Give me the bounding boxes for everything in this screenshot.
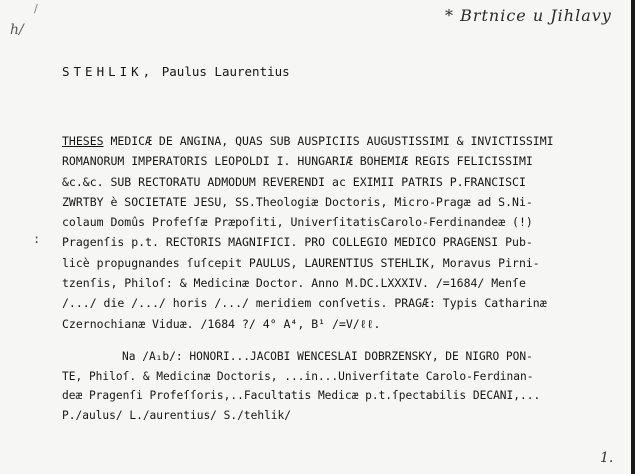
- description-line: tzenſis, Philoſ: & Medicinæ Doctor. Anno M.DC.LXXXIV. /=1684/ Menſe: [62, 276, 526, 291]
- author-given-names: Paulus Laurentius: [161, 64, 290, 79]
- note-line: Na /A₁b/: HONORI...JACOBI WENCESLAI DOBRZENSKY, DE NIGRO PON-: [122, 350, 533, 363]
- dedication-note: [62, 347, 632, 425]
- note-line: TE, Philoſ. & Medicinæ Doctoris, ...in...Univerſitate Carolo-Ferdinan-: [62, 369, 534, 383]
- note-line: deæ Pragenſi Profeſſoris,..Facultatis Medicæ p.t.ſpectabilis DECANI,...: [62, 389, 541, 402]
- handwritten-location-note: * Brtnice u Jihlavy: [445, 6, 612, 25]
- description-line-text: MEDICÆ DE ANGINA, QUAS SUB AUSPICIIS AUGUSTISSIMI & INVICTISSIMI: [103, 134, 554, 148]
- corner-handwritten-mark: h/: [10, 22, 24, 38]
- description-line: colaum Domûs Profeſſæ Præpoſiti, UniverſitatisCarolo-Ferdinandeæ (!): [62, 215, 533, 230]
- description-line: ZWRTBY è SOCIETATE JESU, SS.Theologiæ Doctoris, Micro-Pragæ ad S.Ni-: [62, 194, 533, 209]
- description-line: licè propugnandes ſuſcepit PAULUS, LAURENTIUS STEHLIK, Moravus Pirni-: [62, 255, 540, 270]
- margin-mark: :: [33, 232, 41, 246]
- description-line: ROMANORUM IMPERATORIS LEOPOLDI I. HUNGARIÆ BOHEMIÆ REGIS FELICISSIMI: [62, 154, 533, 169]
- note-line: P./aulus/ L./aurentius/ S./tehlik/: [62, 408, 292, 422]
- description-line: [62, 131, 622, 151]
- description-line: /.../ die /.../ horis /.../ meridiem conſvetis. PRAGÆ: Typis Catharinæ: [62, 296, 547, 311]
- corner-tick-mark: /: [34, 2, 38, 15]
- page-mark: 1.: [600, 450, 614, 466]
- description-line: &c.&c. SUB RECTORATU ADMODUM REVERENDI ac EXIMII PATRIS P.FRANCISCI: [62, 174, 526, 189]
- description-line: Czernochianæ Viduæ. /1684 ?/ 4° A⁴, B¹ /=V/ℓℓ.: [62, 316, 381, 331]
- author-heading: [62, 64, 290, 79]
- description-line: Pragenſis p.t. RECTORIS MAGNIFICI. PRO COLLEGIO MEDICO PRAGENSI Pub-: [62, 235, 533, 250]
- title-first-word: THESES: [62, 134, 104, 148]
- title-description: [62, 131, 622, 334]
- author-surname: STEHLIK,: [62, 64, 155, 79]
